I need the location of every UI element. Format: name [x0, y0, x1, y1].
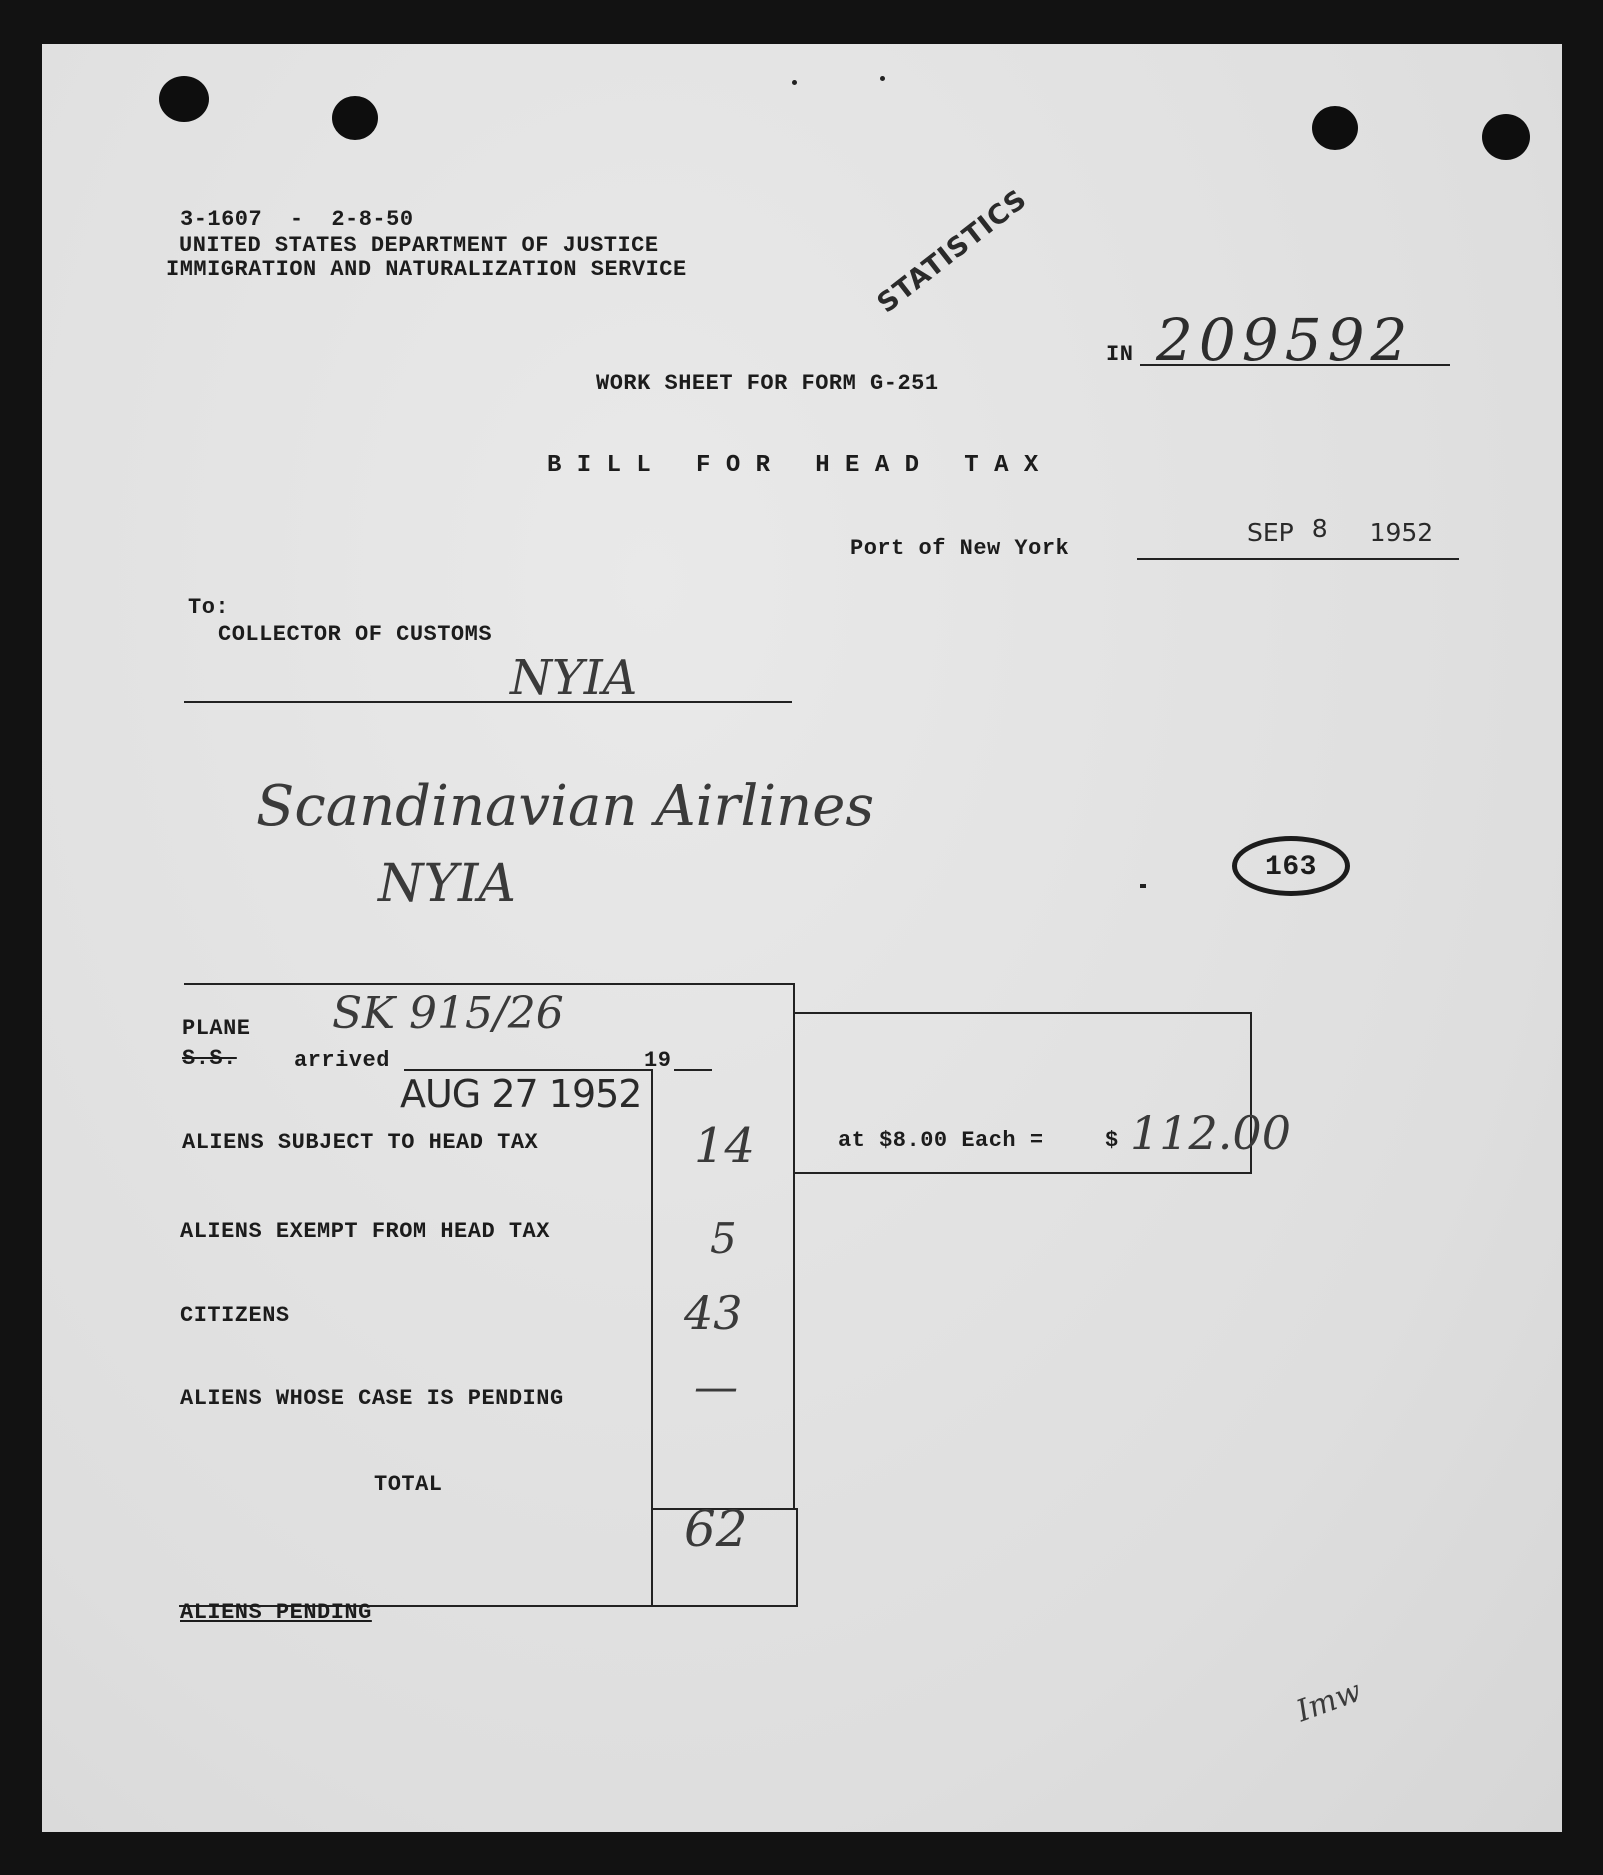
statistics-stamp: STATISTICS	[871, 183, 1034, 320]
worksheet-title: WORK SHEET FOR FORM G-251	[596, 371, 939, 396]
plane-label: PLANE	[182, 1016, 251, 1041]
port-date-year: 1952	[1369, 518, 1434, 547]
to-label: To:	[188, 595, 230, 620]
arrival-date-stamp: AUG 27 1952	[400, 1072, 642, 1116]
form-identifier	[180, 207, 414, 232]
rate-text: at $8.00 Each =	[838, 1128, 1044, 1153]
handwritten-nyia-1: NYIA	[510, 650, 638, 706]
arrived-date-line	[404, 1069, 652, 1071]
handwritten-nyia-2: NYIA	[378, 854, 516, 914]
bill-title: B I L L F O R H E A D T A X	[547, 452, 1039, 479]
flight-number: SK 915/26	[332, 988, 564, 1039]
speck	[1140, 884, 1146, 888]
addressee: COLLECTOR OF CUSTOMS	[218, 622, 493, 647]
arrived-label: arrived	[294, 1048, 390, 1073]
form-number: 3-1607	[180, 207, 263, 232]
service-name: IMMIGRATION AND NATURALIZATION SERVICE	[166, 257, 687, 282]
document-page	[42, 44, 1562, 1832]
in-prefix: IN	[1106, 342, 1134, 367]
year-line	[674, 1069, 712, 1071]
year-prefix: 19	[644, 1048, 672, 1073]
addressee-line	[184, 701, 792, 703]
row-value-exempt: 5	[710, 1214, 737, 1263]
department-name: UNITED STATES DEPARTMENT OF JUSTICE	[179, 233, 659, 258]
row-label-exempt: ALIENS EXEMPT FROM HEAD TAX	[180, 1219, 550, 1244]
date-line	[1137, 558, 1459, 560]
row-label-pending: ALIENS WHOSE CASE IS PENDING	[180, 1386, 564, 1411]
form-date: 2-8-50	[331, 207, 414, 232]
form-dash: -	[289, 207, 304, 232]
table-top-line	[184, 983, 795, 985]
port-label: Port of New York	[850, 536, 1070, 561]
speck	[792, 80, 797, 85]
row-value-subject: 14	[694, 1118, 756, 1174]
row-label-citizens: CITIZENS	[180, 1303, 290, 1328]
handwritten-carrier: Scandinavian Airlines	[256, 774, 875, 839]
circled-number	[1232, 836, 1350, 896]
row-value-pending: —	[694, 1362, 738, 1413]
rate-dollar-sign: $	[1105, 1128, 1119, 1153]
total-label: TOTAL	[374, 1472, 443, 1497]
row-value-citizens: 43	[684, 1286, 743, 1340]
punch-hole	[1312, 106, 1358, 150]
circled-number-text: 163	[1265, 852, 1317, 883]
port-date	[1247, 514, 1433, 547]
in-number: 209592	[1156, 306, 1414, 374]
total-right-border	[796, 1508, 798, 1607]
rate-amount: 112.00	[1130, 1106, 1291, 1160]
speck	[880, 76, 885, 81]
rate-box	[795, 1012, 1291, 1174]
port-date-month: SEP	[1247, 518, 1294, 547]
punch-hole	[1482, 114, 1530, 160]
count-column-left-border	[651, 1069, 653, 1607]
total-value: 62	[684, 1500, 748, 1558]
initials: Imw	[1292, 1673, 1366, 1730]
punch-hole	[159, 76, 209, 122]
punch-hole	[332, 96, 378, 140]
ss-label: S.S.	[182, 1046, 237, 1071]
row-label-subject: ALIENS SUBJECT TO HEAD TAX	[182, 1130, 539, 1155]
aliens-pending-label: ALIENS PENDING	[180, 1600, 372, 1625]
port-date-day: 8	[1311, 514, 1328, 543]
